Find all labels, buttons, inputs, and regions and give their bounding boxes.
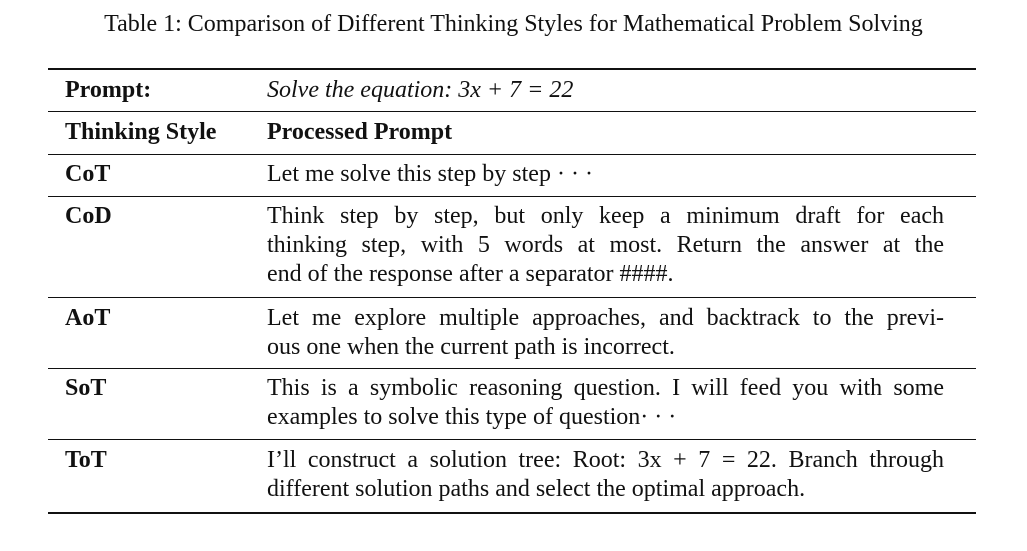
processed-prompt-sot (267, 374, 944, 439)
processed-prompt-aot (267, 304, 944, 368)
prompt-line: Let me explore multiple approaches, and backtrack to the previ- (267, 305, 944, 331)
table-row-cod (48, 197, 976, 298)
prompt-line: examples to solve this type of question· · · (267, 404, 677, 430)
prompt-line: This is a symbolic reasoning question. I will feed you with some (267, 375, 944, 401)
processed-prompt-cod (267, 202, 944, 297)
prompt-line: different solution paths and select the optimal approach. (267, 476, 806, 502)
header-row (48, 112, 976, 155)
header-thinking-style: Thinking Style (65, 119, 217, 145)
table-row-tot (48, 440, 976, 512)
prompt-line: ous one when the current path is incorrect. (267, 334, 675, 360)
style-name-cot: CoT (65, 161, 111, 187)
prompt-line: end of the response after a separator ####. (267, 261, 674, 287)
style-name-aot: AoT (65, 305, 111, 331)
table-row-cot (48, 155, 976, 197)
style-name-cod: CoD (65, 203, 112, 229)
header-processed-prompt: Processed Prompt (267, 119, 453, 145)
table-caption: Table 1: Comparison of Different Thinking Styles for Mathematical Problem Solving (104, 11, 923, 37)
prompt-line: I’ll construct a solution tree: Root: 3x + 7 = 22. Branch through (267, 447, 944, 473)
prompt-line: thinking step, with 5 words at most. Return the answer at the (267, 232, 944, 258)
processed-prompt-tot (267, 446, 944, 512)
style-name-tot: ToT (65, 447, 107, 473)
table-row-aot (48, 298, 976, 369)
prompt-line: Think step by step, but only keep a minimum draft for each (267, 203, 944, 229)
style-name-sot: SoT (65, 375, 107, 401)
table-row-sot (48, 369, 976, 440)
processed-prompt-cot (267, 160, 944, 196)
prompt-row (48, 70, 976, 112)
prompt-line: Let me solve this step by step · · · (267, 161, 593, 187)
prompt-value: Solve the equation: 3x + 7 = 22 (267, 77, 574, 103)
prompt-label: Prompt: (65, 77, 152, 103)
comparison-table (48, 68, 976, 514)
